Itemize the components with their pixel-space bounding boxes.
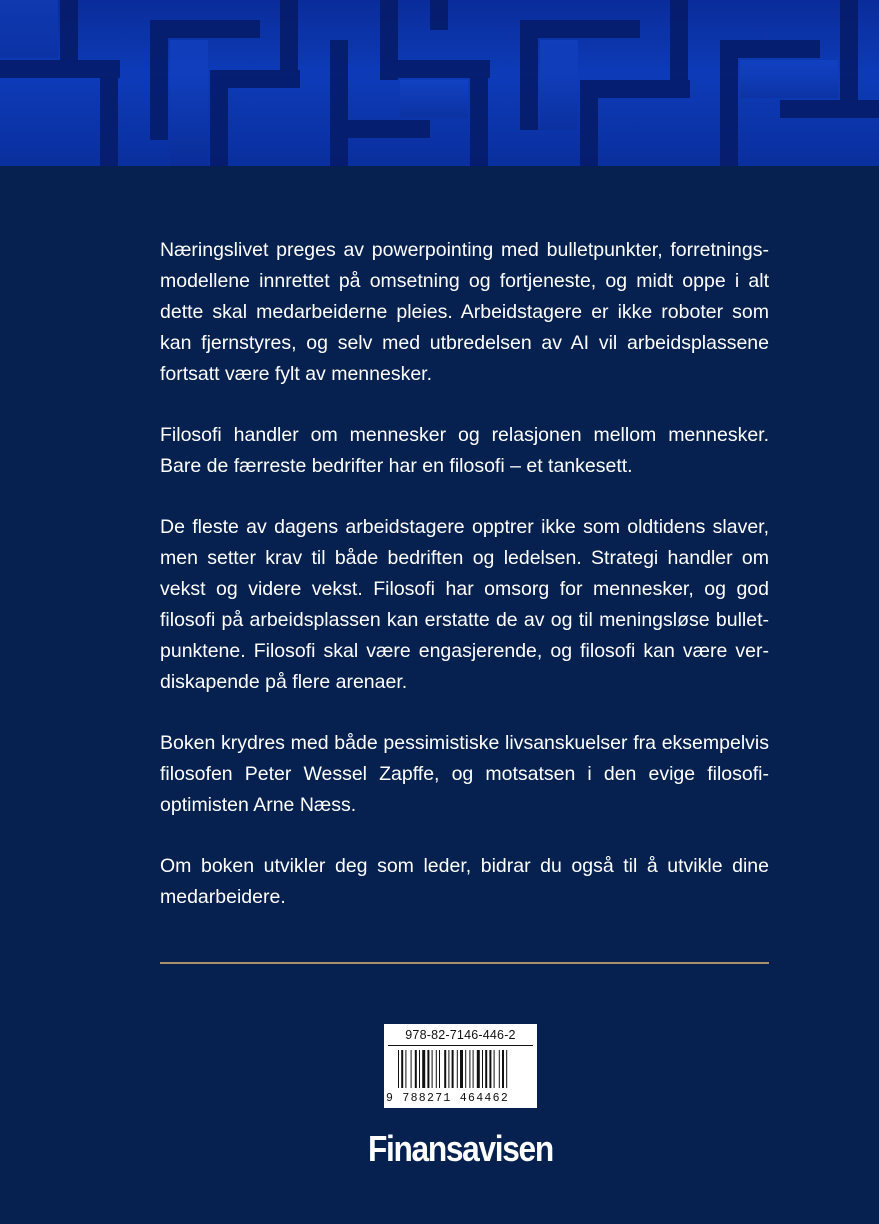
- barcode-digits: 9 788271 464462: [386, 1092, 510, 1105]
- blurb-paragraph: Boken krydres med både pessimistiske livsanskuelser fra eksempelvis filosofen Peter Wessel Zapffe, og motsatsen i den evige filosofi-optimisten Arne Næss.: [160, 732, 769, 816]
- maze-pattern-banner: [0, 0, 879, 166]
- blurb-paragraph: Filosofi handler om mennesker og relasjonen mellom mennesker. Bare de færreste bedrifter har en filosofi – et tankesett.: [160, 424, 769, 477]
- blurb-paragraph: Næringslivet preges av powerpointing med bulletpunkter, forretningsmodellene innrettet på omsetning og fortjeneste, og midt oppe i alt dette skal medarbeiderne pleies. Arbeidstagere er ikke roboter som kan fjernstyres, og selv med utbredelsen av AI vil arbeidsplassene fortsatt være fylt av mennesker.: [160, 239, 769, 385]
- divider-line: [160, 962, 769, 964]
- maze-pattern-icon: [0, 0, 879, 166]
- blurb-paragraph: Om boken utvikler deg som leder, bidrar du også til å utvikle dine medarbeidere.: [160, 855, 769, 908]
- isbn-barcode: [384, 1024, 537, 1108]
- isbn-separator: [388, 1045, 533, 1046]
- cover-blurb: [160, 235, 769, 943]
- publisher-logo: Finansavisen: [368, 1128, 553, 1169]
- barcode-bars-icon: [388, 1050, 533, 1092]
- blurb-paragraph: De fleste av dagens arbeidstagere opptrer ikke som oldtidens slaver, men setter krav til både bedriften og ledelsen. Strategi handler om vekst og videre vekst. Filosofi har omsorg for mennesker, og god filosofi på arbeidsplassen kan erstatte de av og til meningsløse bulletpunktene. Filosofi skal være engasjerende, og filosofi kan være verdiskapende på flere arenaer.: [160, 516, 769, 693]
- isbn-label: 978-82-7146-446-2: [405, 1028, 516, 1042]
